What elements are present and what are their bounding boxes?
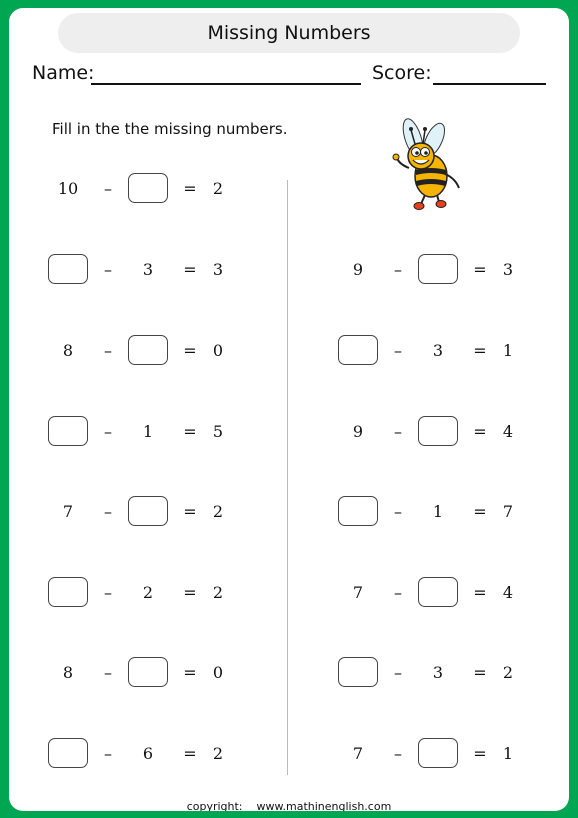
answer-box[interactable] (48, 254, 88, 284)
minus-sign: – (104, 259, 112, 279)
operand-a: 10 (57, 178, 79, 198)
minus-sign: – (104, 501, 112, 521)
minus-sign: – (104, 582, 112, 602)
equation-right-1 (338, 254, 538, 284)
equals-sign: = (473, 743, 487, 763)
equals-sign: = (473, 582, 487, 602)
equation-right-3 (338, 416, 538, 446)
minus-sign: – (104, 662, 112, 682)
equals-sign: = (473, 501, 487, 521)
worksheet-title: Missing Numbers (58, 13, 520, 53)
bee-icon (379, 118, 469, 213)
equation-left-6 (48, 577, 248, 607)
answer-box[interactable] (338, 335, 378, 365)
minus-sign: – (394, 421, 402, 441)
operand-b: 2 (142, 582, 154, 602)
equals-sign: = (183, 582, 197, 602)
operand-a: 7 (62, 501, 74, 521)
result: 2 (212, 582, 224, 602)
minus-sign: – (394, 501, 402, 521)
score-label: Score: (372, 62, 432, 84)
answer-box[interactable] (128, 657, 168, 687)
operand-a: 8 (62, 662, 74, 682)
copyright-label: copyright: (186, 800, 243, 811)
result: 2 (212, 743, 224, 763)
answer-box[interactable] (418, 738, 458, 768)
equals-sign: = (183, 662, 197, 682)
result: 4 (502, 582, 514, 602)
site-link[interactable]: www.mathinenglish.com (256, 800, 392, 811)
equals-sign: = (183, 259, 197, 279)
result: 0 (212, 340, 224, 360)
operand-a: 7 (352, 582, 364, 602)
equals-sign: = (473, 662, 487, 682)
equals-sign: = (183, 178, 197, 198)
result: 3 (502, 259, 514, 279)
equals-sign: = (183, 743, 197, 763)
equation-left-4 (48, 416, 248, 446)
equation-left-3 (48, 335, 248, 365)
minus-sign: – (104, 178, 112, 198)
answer-box[interactable] (418, 254, 458, 284)
footer (9, 800, 569, 811)
equation-right-2 (338, 335, 538, 365)
instructions: Fill in the the missing numbers. (52, 120, 288, 138)
result: 2 (502, 662, 514, 682)
answer-box[interactable] (128, 335, 168, 365)
result: 5 (212, 421, 224, 441)
answer-box[interactable] (128, 173, 168, 203)
operand-b: 3 (142, 259, 154, 279)
minus-sign: – (394, 340, 402, 360)
operand-a: 9 (352, 421, 364, 441)
answer-box[interactable] (418, 577, 458, 607)
operand-b: 1 (432, 501, 444, 521)
minus-sign: – (394, 662, 402, 682)
answer-box[interactable] (338, 496, 378, 526)
minus-sign: – (394, 259, 402, 279)
name-input-line[interactable] (91, 83, 361, 85)
equation-right-7 (338, 738, 538, 768)
operand-a: 7 (352, 743, 364, 763)
result: 7 (502, 501, 514, 521)
equation-right-4 (338, 496, 538, 526)
equals-sign: = (183, 340, 197, 360)
answer-box[interactable] (48, 577, 88, 607)
operand-a: 9 (352, 259, 364, 279)
equals-sign: = (183, 501, 197, 521)
minus-sign: – (104, 743, 112, 763)
minus-sign: – (394, 582, 402, 602)
column-divider (287, 180, 288, 775)
equation-left-7 (48, 657, 248, 687)
operand-a: 8 (62, 340, 74, 360)
answer-box[interactable] (418, 416, 458, 446)
equation-left-8 (48, 738, 248, 768)
result: 3 (212, 259, 224, 279)
operand-b: 1 (142, 421, 154, 441)
minus-sign: – (104, 421, 112, 441)
result: 0 (212, 662, 224, 682)
equation-left-2 (48, 254, 248, 284)
answer-box[interactable] (128, 496, 168, 526)
result: 2 (212, 501, 224, 521)
minus-sign: – (394, 743, 402, 763)
name-label: Name: (32, 62, 95, 84)
result: 1 (502, 340, 514, 360)
equation-right-5 (338, 577, 538, 607)
operand-b: 3 (432, 340, 444, 360)
equals-sign: = (473, 340, 487, 360)
result: 1 (502, 743, 514, 763)
operand-b: 6 (142, 743, 154, 763)
answer-box[interactable] (338, 657, 378, 687)
equation-left-1 (48, 173, 248, 203)
equals-sign: = (473, 259, 487, 279)
equation-right-6 (338, 657, 538, 687)
answer-box[interactable] (48, 416, 88, 446)
result: 4 (502, 421, 514, 441)
equals-sign: = (183, 421, 197, 441)
operand-b: 3 (432, 662, 444, 682)
minus-sign: – (104, 340, 112, 360)
score-input-line[interactable] (433, 83, 546, 85)
worksheet-page (9, 8, 569, 811)
equals-sign: = (473, 421, 487, 441)
equation-left-5 (48, 496, 248, 526)
result: 2 (212, 178, 224, 198)
answer-box[interactable] (48, 738, 88, 768)
